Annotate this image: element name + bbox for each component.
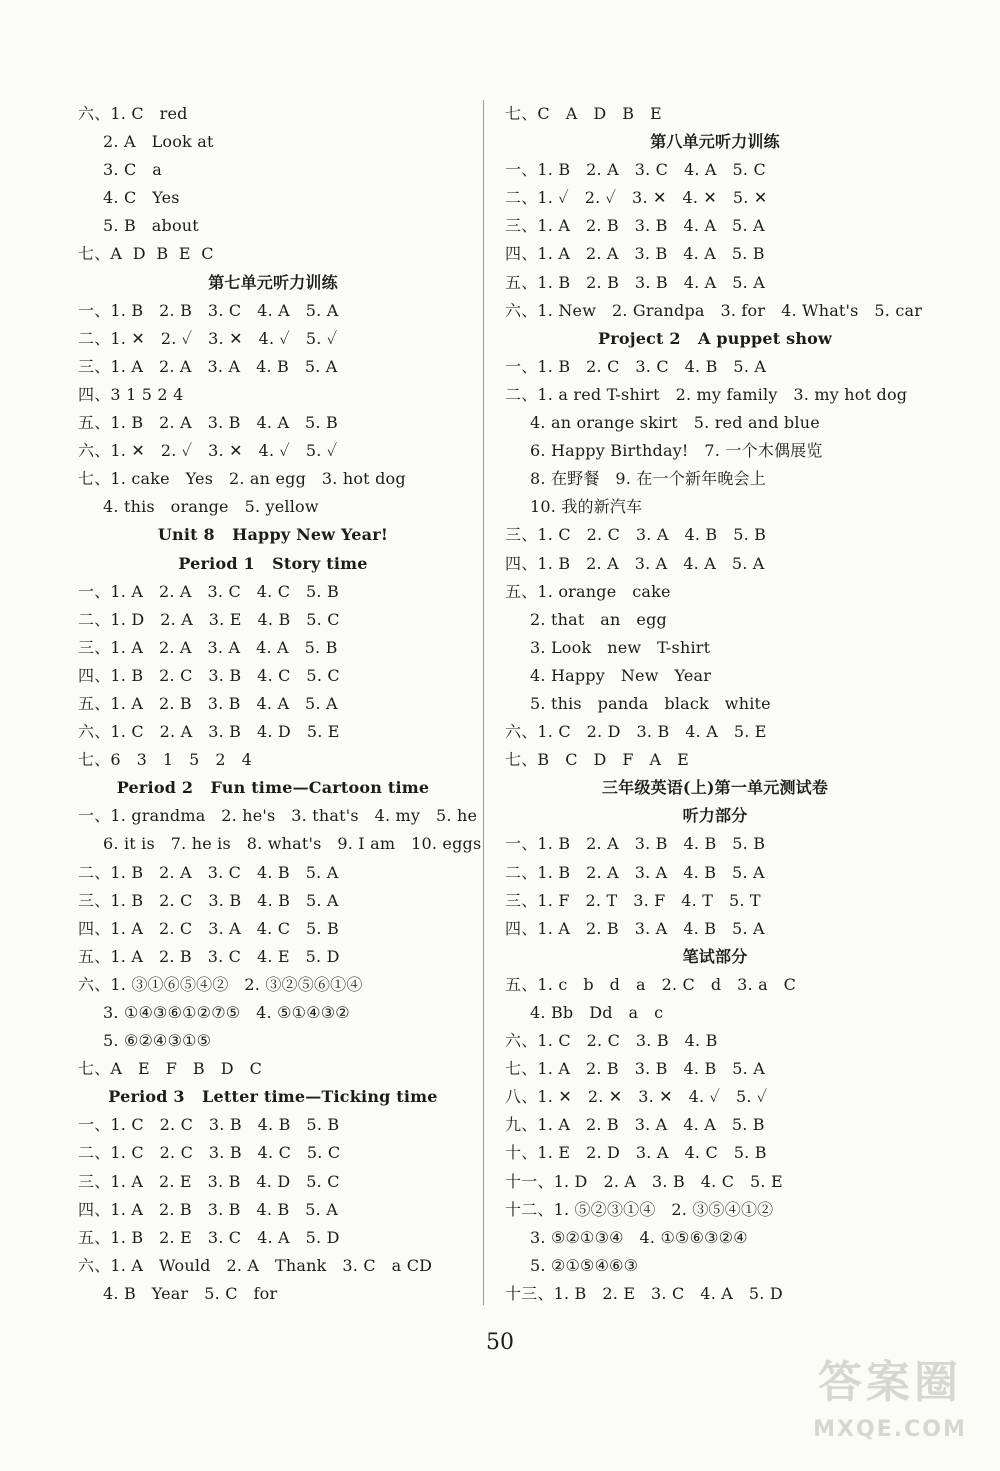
section-heading: 第七单元听力训练 <box>208 272 338 292</box>
answer-line: 4. Bb Dd a c <box>530 1003 664 1022</box>
section-heading: 笔试部分 <box>682 946 748 966</box>
answer-line: 四、1. A 2. A 3. B 4. A 5. B <box>505 244 765 264</box>
answer-line: 一、1. B 2. B 3. C 4. A 5. A <box>78 300 339 320</box>
answer-line: 4. an orange skirt 5. red and blue <box>530 413 820 433</box>
answer-line: 一、1. grandma 2. he's 3. that's 4. my 5. he <box>78 806 478 826</box>
answer-line: 八、1. ✕ 2. ✕ 3. ✕ 4. ✓ 5. ✓ <box>505 1087 768 1107</box>
section-heading: Period 2 Fun time—Cartoon time <box>116 778 430 798</box>
section-heading: Period 1 Story time <box>178 553 368 573</box>
answer-line: 九、1. A 2. B 3. A 4. A 5. B <box>505 1115 765 1135</box>
answer-line: 4. B Year 5. C for <box>103 1283 278 1303</box>
answer-line: 三、1. B 2. C 3. B 4. B 5. A <box>78 890 339 910</box>
answer-line: 六、1. C 2. C 3. B 4. B <box>505 1031 718 1051</box>
answer-line: 三、1. A 2. B 3. B 4. A 5. A <box>505 216 765 236</box>
answer-line: 七、A E F B D C <box>78 1059 263 1079</box>
answer-line: 6. Happy Birthday! 7. 一个木偶展览 <box>530 441 823 461</box>
answer-line: 3. ①④③⑥①②⑦⑤ 4. ⑤①④③② <box>103 1003 350 1022</box>
answer-line: 四、1. A 2. B 3. B 4. B 5. A <box>78 1199 338 1219</box>
answer-line: 3. Look new T-shirt <box>530 637 711 657</box>
answer-line: 二、1. ✓ 2. ✓ 3. ✕ 4. ✕ 5. ✕ <box>505 188 768 208</box>
answer-line: 十、1. E 2. D 3. A 4. C 5. B <box>505 1143 767 1163</box>
answer-line: 七、1. A 2. B 3. B 4. B 5. A <box>505 1059 765 1079</box>
answer-line: 三、1. C 2. C 3. A 4. B 5. B <box>505 525 767 545</box>
answer-line: 五、1. B 2. B 3. B 4. A 5. A <box>505 272 765 292</box>
answer-line: 4. this orange 5. yellow <box>103 497 319 517</box>
answer-line: 三、1. A 2. A 3. A 4. B 5. A <box>78 356 338 376</box>
answer-line: 4. Happy New Year <box>530 665 712 685</box>
watermark-logo <box>790 1353 990 1463</box>
answer-line: 七、B C D F A E <box>505 750 690 770</box>
answer-line: 五、1. A 2. B 3. B 4. A 5. A <box>78 693 338 713</box>
answer-line: 二、1. ✕ 2. ✓ 3. ✕ 4. ✓ 5. ✓ <box>78 328 338 348</box>
watermark-text: 答案圈 <box>818 1357 962 1408</box>
answer-line: 6. it is 7. he is 8. what's 9. I am 10. eggs <box>103 834 482 854</box>
column-divider <box>483 100 484 1305</box>
answer-line: 3. C a <box>103 160 162 180</box>
answer-line: 五、1. B 2. A 3. B 4. A 5. B <box>78 413 338 433</box>
answer-line: 五、1. orange cake <box>505 581 671 601</box>
answer-line: 五、1. c b d a 2. C d 3. a C <box>505 974 797 994</box>
answer-line: 七、C A D B E <box>505 104 662 123</box>
answer-line: 二、1. C 2. C 3. B 4. C 5. C <box>78 1143 341 1163</box>
right-answer-column <box>505 100 925 1308</box>
answer-line: 一、1. B 2. A 3. B 4. B 5. B <box>505 834 766 854</box>
answer-line: 三、1. A 2. A 3. A 4. A 5. B <box>78 637 338 657</box>
answer-line: 六、1. C red <box>78 104 188 123</box>
section-heading: Period 3 Letter time—Ticking time <box>108 1087 438 1107</box>
answer-line: 六、1. C 2. A 3. B 4. D 5. E <box>78 722 340 742</box>
answer-line: 七、6 3 1 5 2 4 <box>78 750 252 770</box>
answer-line: 二、1. B 2. A 3. A 4. B 5. A <box>505 862 765 882</box>
section-heading: 听力部分 <box>682 806 748 826</box>
answer-line: 五、1. A 2. B 3. C 4. E 5. D <box>78 946 340 966</box>
answer-line: 十三、1. B 2. E 3. C 4. A 5. D <box>505 1283 783 1303</box>
section-heading: 第八单元听力训练 <box>650 132 780 152</box>
answer-line: 六、1. C 2. D 3. B 4. A 5. E <box>505 722 767 742</box>
answer-line: 六、1. ✕ 2. ✓ 3. ✕ 4. ✓ 5. ✓ <box>78 441 338 461</box>
answer-line: 一、1. B 2. A 3. C 4. A 5. C <box>505 160 766 180</box>
answer-line: 2. that an egg <box>530 609 667 629</box>
answer-line: 一、1. C 2. C 3. B 4. B 5. B <box>78 1115 340 1135</box>
answer-line: 三、1. A 2. E 3. B 4. D 5. C <box>78 1171 340 1191</box>
answer-line: 5. ⑥②④③①⑤ <box>103 1031 212 1051</box>
answer-line: 10. 我的新汽车 <box>530 497 643 517</box>
answer-line: 四、1. B 2. C 3. B 4. C 5. C <box>78 665 340 685</box>
watermark-url: MXQE.COM <box>813 1417 967 1442</box>
answer-line: 十一、1. D 2. A 3. B 4. C 5. E <box>505 1171 783 1191</box>
answer-line: 七、A D B E C <box>78 244 214 264</box>
answer-line: 5. this panda black white <box>530 693 771 713</box>
answer-line: 四、3 1 5 2 4 <box>78 384 184 404</box>
left-answer-column <box>78 100 482 1308</box>
answer-line: 六、1. ③①⑥⑤④② 2. ③②⑤⑥①④ <box>78 974 363 994</box>
section-heading: Project 2 A puppet show <box>597 328 833 348</box>
answer-line: 二、1. a red T-shirt 2. my family 3. my hot dog <box>505 384 908 404</box>
answer-line: 三、1. F 2. T 3. F 4. T 5. T <box>505 890 761 910</box>
answer-line: 五、1. B 2. E 3. C 4. A 5. D <box>78 1227 340 1247</box>
answer-line: 5. ②①⑤④⑥③ <box>530 1255 639 1275</box>
answer-line: 二、1. D 2. A 3. E 4. B 5. C <box>78 609 340 629</box>
answer-line: 二、1. B 2. A 3. C 4. B 5. A <box>78 862 339 882</box>
answer-line: 六、1. New 2. Grandpa 3. for 4. What's 5. car <box>505 300 923 320</box>
section-heading: 三年级英语(上)第一单元测试卷 <box>601 778 829 798</box>
page-number: 50 <box>486 1330 514 1355</box>
answer-line: 四、1. A 2. B 3. A 4. B 5. A <box>505 918 765 938</box>
section-heading: Unit 8 Happy New Year! <box>157 525 389 545</box>
answer-line: 3. ⑤②①③④ 4. ①⑤⑥③②④ <box>530 1227 748 1247</box>
answer-line: 四、1. A 2. C 3. A 4. C 5. B <box>78 918 339 938</box>
answer-line: 六、1. A Would 2. A Thank 3. C a CD <box>78 1255 433 1275</box>
answer-line: 七、1. cake Yes 2. an egg 3. hot dog <box>78 469 406 489</box>
answer-line: 5. B about <box>103 216 199 236</box>
answer-line: 一、1. A 2. A 3. C 4. C 5. B <box>78 581 339 601</box>
answer-line: 四、1. B 2. A 3. A 4. A 5. A <box>505 553 765 573</box>
answer-line: 4. C Yes <box>103 188 180 208</box>
answer-line: 一、1. B 2. C 3. C 4. B 5. A <box>505 356 767 376</box>
answer-line: 8. 在野餐 9. 在一个新年晚会上 <box>530 469 766 489</box>
answer-line: 十二、1. ⑤②③①④ 2. ③⑤④①② <box>505 1199 774 1219</box>
answer-line: 2. A Look at <box>103 132 214 152</box>
